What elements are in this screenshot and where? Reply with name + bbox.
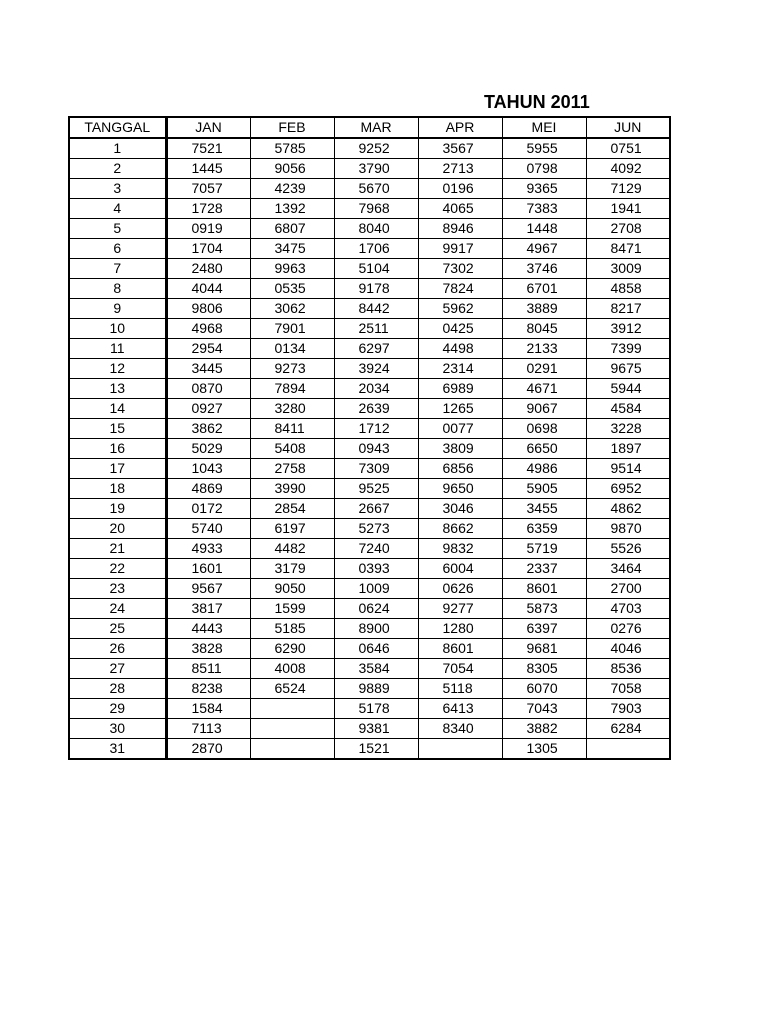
number-cell: 5719 [502, 539, 586, 559]
table-row [69, 699, 670, 719]
number-cell: 8511 [166, 659, 250, 679]
number-cell: 1043 [166, 459, 250, 479]
number-cell: 0943 [334, 439, 418, 459]
number-cell: 3924 [334, 359, 418, 379]
date-cell: 29 [69, 699, 166, 719]
number-cell: 1521 [334, 739, 418, 760]
number-cell: 8340 [418, 719, 502, 739]
number-cell: 5873 [502, 599, 586, 619]
number-cell: 4862 [586, 499, 670, 519]
number-cell: 5273 [334, 519, 418, 539]
number-cell: 5670 [334, 179, 418, 199]
date-cell: 6 [69, 239, 166, 259]
number-cell: 2337 [502, 559, 586, 579]
date-cell: 22 [69, 559, 166, 579]
number-cell: 2511 [334, 319, 418, 339]
number-cell: 0927 [166, 399, 250, 419]
number-cell: 1584 [166, 699, 250, 719]
number-cell: 5785 [250, 138, 334, 159]
number-cell: 8601 [502, 579, 586, 599]
number-cell: 2639 [334, 399, 418, 419]
table-row [69, 719, 670, 739]
number-cell: 4008 [250, 659, 334, 679]
number-cell: 7968 [334, 199, 418, 219]
number-cell [586, 739, 670, 760]
table-row [69, 419, 670, 439]
number-cell: 8305 [502, 659, 586, 679]
table-row [69, 559, 670, 579]
number-cell: 1448 [502, 219, 586, 239]
number-cell: 8040 [334, 219, 418, 239]
number-cell: 7057 [166, 179, 250, 199]
number-cell: 9567 [166, 579, 250, 599]
number-cell: 5408 [250, 439, 334, 459]
number-cell: 1941 [586, 199, 670, 219]
number-cell: 5962 [418, 299, 502, 319]
number-cell: 9832 [418, 539, 502, 559]
number-cell: 2870 [166, 739, 250, 760]
number-cell: 4065 [418, 199, 502, 219]
number-cell: 9917 [418, 239, 502, 259]
number-cell: 8238 [166, 679, 250, 699]
number-cell: 1706 [334, 239, 418, 259]
number-cell: 2034 [334, 379, 418, 399]
number-cell: 5740 [166, 519, 250, 539]
table-row [69, 619, 670, 639]
number-cell: 3584 [334, 659, 418, 679]
number-cell: 3046 [418, 499, 502, 519]
number-cell: 9525 [334, 479, 418, 499]
number-cell: 4046 [586, 639, 670, 659]
date-cell: 10 [69, 319, 166, 339]
number-cell: 4482 [250, 539, 334, 559]
number-cell: 7302 [418, 259, 502, 279]
number-cell: 6359 [502, 519, 586, 539]
number-cell: 2667 [334, 499, 418, 519]
number-cell: 6004 [418, 559, 502, 579]
table-row [69, 499, 670, 519]
number-cell: 1280 [418, 619, 502, 639]
number-cell: 5118 [418, 679, 502, 699]
number-cell: 3862 [166, 419, 250, 439]
number-cell: 3828 [166, 639, 250, 659]
number-cell: 3445 [166, 359, 250, 379]
number-cell: 9675 [586, 359, 670, 379]
number-cell: 2758 [250, 459, 334, 479]
table-row [69, 659, 670, 679]
number-cell: 1599 [250, 599, 334, 619]
number-cell: 6952 [586, 479, 670, 499]
number-cell: 7399 [586, 339, 670, 359]
number-cell: 1728 [166, 199, 250, 219]
number-cell: 6856 [418, 459, 502, 479]
number-cell: 9806 [166, 299, 250, 319]
table-header-row [69, 117, 670, 138]
number-cell: 0626 [418, 579, 502, 599]
number-cell: 5104 [334, 259, 418, 279]
number-cell: 5178 [334, 699, 418, 719]
number-cell: 0077 [418, 419, 502, 439]
number-cell: 5029 [166, 439, 250, 459]
number-cell: 7521 [166, 138, 250, 159]
number-cell: 6070 [502, 679, 586, 699]
date-cell: 17 [69, 459, 166, 479]
number-cell: 2713 [418, 159, 502, 179]
date-cell: 3 [69, 179, 166, 199]
number-cell: 9277 [418, 599, 502, 619]
date-cell: 15 [69, 419, 166, 439]
number-cell: 6297 [334, 339, 418, 359]
table-row [69, 639, 670, 659]
number-cell: 2954 [166, 339, 250, 359]
number-cell: 6290 [250, 639, 334, 659]
number-cell: 0196 [418, 179, 502, 199]
number-cell: 6807 [250, 219, 334, 239]
number-cell: 4443 [166, 619, 250, 639]
number-cell: 5905 [502, 479, 586, 499]
number-cell: 3912 [586, 319, 670, 339]
number-cell: 0919 [166, 219, 250, 239]
number-cell: 8536 [586, 659, 670, 679]
table-row [69, 539, 670, 559]
table-row [69, 259, 670, 279]
number-cell: 9381 [334, 719, 418, 739]
number-cell: 4858 [586, 279, 670, 299]
table-row [69, 459, 670, 479]
date-cell: 1 [69, 138, 166, 159]
number-cell: 2314 [418, 359, 502, 379]
number-cell: 6197 [250, 519, 334, 539]
number-cell: 9056 [250, 159, 334, 179]
number-cell: 8045 [502, 319, 586, 339]
table-row [69, 519, 670, 539]
number-cell: 0798 [502, 159, 586, 179]
table-body [69, 138, 670, 759]
date-cell: 11 [69, 339, 166, 359]
table-row [69, 379, 670, 399]
number-cell: 8946 [418, 219, 502, 239]
date-cell: 28 [69, 679, 166, 699]
number-cell: 9514 [586, 459, 670, 479]
number-cell: 9889 [334, 679, 418, 699]
date-cell: 27 [69, 659, 166, 679]
number-cell: 1265 [418, 399, 502, 419]
number-cell: 8442 [334, 299, 418, 319]
number-cell: 7043 [502, 699, 586, 719]
number-cell: 6284 [586, 719, 670, 739]
number-cell: 2854 [250, 499, 334, 519]
number-cell: 3790 [334, 159, 418, 179]
column-header-jun: JUN [586, 117, 670, 138]
number-cell: 8217 [586, 299, 670, 319]
table-row [69, 179, 670, 199]
number-cell: 0172 [166, 499, 250, 519]
number-cell: 3746 [502, 259, 586, 279]
date-cell: 2 [69, 159, 166, 179]
date-cell: 21 [69, 539, 166, 559]
table-row [69, 138, 670, 159]
date-cell: 4 [69, 199, 166, 219]
table-row [69, 679, 670, 699]
number-cell: 4869 [166, 479, 250, 499]
date-cell: 12 [69, 359, 166, 379]
table-row [69, 279, 670, 299]
number-cell: 2480 [166, 259, 250, 279]
number-cell: 0276 [586, 619, 670, 639]
number-cell: 3882 [502, 719, 586, 739]
column-header-tanggal: TANGGAL [69, 117, 166, 138]
number-cell: 5944 [586, 379, 670, 399]
number-cell: 3567 [418, 138, 502, 159]
number-cell: 4092 [586, 159, 670, 179]
number-cell: 4968 [166, 319, 250, 339]
number-cell: 7240 [334, 539, 418, 559]
date-cell: 18 [69, 479, 166, 499]
number-cell: 7054 [418, 659, 502, 679]
table-row [69, 579, 670, 599]
number-cell: 7901 [250, 319, 334, 339]
number-cell: 2708 [586, 219, 670, 239]
table-row [69, 339, 670, 359]
number-cell: 1704 [166, 239, 250, 259]
number-cell: 0698 [502, 419, 586, 439]
lottery-results-table [68, 116, 671, 760]
date-cell: 30 [69, 719, 166, 739]
date-cell: 16 [69, 439, 166, 459]
number-cell: 5185 [250, 619, 334, 639]
column-header-mei: MEI [502, 117, 586, 138]
number-cell: 9650 [418, 479, 502, 499]
table-row [69, 359, 670, 379]
number-cell: 8471 [586, 239, 670, 259]
table-row [69, 599, 670, 619]
number-cell: 3817 [166, 599, 250, 619]
table-row [69, 479, 670, 499]
number-cell: 0646 [334, 639, 418, 659]
table-row [69, 159, 670, 179]
number-cell: 9681 [502, 639, 586, 659]
number-cell: 6701 [502, 279, 586, 299]
number-cell: 0393 [334, 559, 418, 579]
number-cell: 0425 [418, 319, 502, 339]
number-cell: 9067 [502, 399, 586, 419]
table-row [69, 219, 670, 239]
number-cell: 8601 [418, 639, 502, 659]
date-cell: 26 [69, 639, 166, 659]
page-title: TAHUN 2011 [484, 92, 590, 112]
number-cell: 7824 [418, 279, 502, 299]
number-cell: 9963 [250, 259, 334, 279]
number-cell: 3179 [250, 559, 334, 579]
number-cell: 0535 [250, 279, 334, 299]
number-cell: 6397 [502, 619, 586, 639]
number-cell: 6413 [418, 699, 502, 719]
number-cell: 4703 [586, 599, 670, 619]
number-cell: 7058 [586, 679, 670, 699]
number-cell: 3009 [586, 259, 670, 279]
number-cell: 3455 [502, 499, 586, 519]
number-cell [418, 739, 502, 760]
number-cell: 2700 [586, 579, 670, 599]
date-cell: 14 [69, 399, 166, 419]
number-cell: 4671 [502, 379, 586, 399]
column-header-jan: JAN [166, 117, 250, 138]
number-cell [250, 719, 334, 739]
number-cell: 0870 [166, 379, 250, 399]
number-cell [250, 699, 334, 719]
number-cell: 4986 [502, 459, 586, 479]
number-cell: 9365 [502, 179, 586, 199]
date-cell: 8 [69, 279, 166, 299]
number-cell: 9252 [334, 138, 418, 159]
number-cell: 4044 [166, 279, 250, 299]
number-cell: 5955 [502, 138, 586, 159]
table-row [69, 739, 670, 760]
date-cell: 5 [69, 219, 166, 239]
number-cell: 3228 [586, 419, 670, 439]
number-cell: 1897 [586, 439, 670, 459]
date-cell: 25 [69, 619, 166, 639]
number-cell: 4584 [586, 399, 670, 419]
number-cell: 4967 [502, 239, 586, 259]
table-row [69, 239, 670, 259]
number-cell: 0134 [250, 339, 334, 359]
number-cell: 3889 [502, 299, 586, 319]
date-cell: 19 [69, 499, 166, 519]
number-cell: 6524 [250, 679, 334, 699]
number-cell: 9273 [250, 359, 334, 379]
date-cell: 24 [69, 599, 166, 619]
number-cell: 9870 [586, 519, 670, 539]
date-cell: 9 [69, 299, 166, 319]
column-header-mar: MAR [334, 117, 418, 138]
number-cell: 0624 [334, 599, 418, 619]
table-row [69, 319, 670, 339]
date-cell: 20 [69, 519, 166, 539]
number-cell: 3464 [586, 559, 670, 579]
number-cell: 1712 [334, 419, 418, 439]
number-cell: 7309 [334, 459, 418, 479]
number-cell: 4239 [250, 179, 334, 199]
column-header-feb: FEB [250, 117, 334, 138]
number-cell: 4498 [418, 339, 502, 359]
number-cell: 9050 [250, 579, 334, 599]
number-cell: 1305 [502, 739, 586, 760]
column-header-apr: APR [418, 117, 502, 138]
table-row [69, 439, 670, 459]
number-cell [250, 739, 334, 760]
number-cell: 7113 [166, 719, 250, 739]
number-cell: 6989 [418, 379, 502, 399]
table-row [69, 199, 670, 219]
number-cell: 0751 [586, 138, 670, 159]
number-cell: 1392 [250, 199, 334, 219]
number-cell: 9178 [334, 279, 418, 299]
number-cell: 8900 [334, 619, 418, 639]
table-row [69, 299, 670, 319]
date-cell: 23 [69, 579, 166, 599]
number-cell: 4933 [166, 539, 250, 559]
number-cell: 3475 [250, 239, 334, 259]
number-cell: 1445 [166, 159, 250, 179]
number-cell: 7383 [502, 199, 586, 219]
number-cell: 8411 [250, 419, 334, 439]
number-cell: 5526 [586, 539, 670, 559]
number-cell: 3809 [418, 439, 502, 459]
number-cell: 2133 [502, 339, 586, 359]
date-cell: 13 [69, 379, 166, 399]
number-cell: 3062 [250, 299, 334, 319]
number-cell: 0291 [502, 359, 586, 379]
number-cell: 7903 [586, 699, 670, 719]
number-cell: 1601 [166, 559, 250, 579]
number-cell: 3990 [250, 479, 334, 499]
number-cell: 8662 [418, 519, 502, 539]
number-cell: 7894 [250, 379, 334, 399]
table-row [69, 399, 670, 419]
number-cell: 7129 [586, 179, 670, 199]
number-cell: 1009 [334, 579, 418, 599]
number-cell: 6650 [502, 439, 586, 459]
date-cell: 7 [69, 259, 166, 279]
number-cell: 3280 [250, 399, 334, 419]
date-cell: 31 [69, 739, 166, 760]
